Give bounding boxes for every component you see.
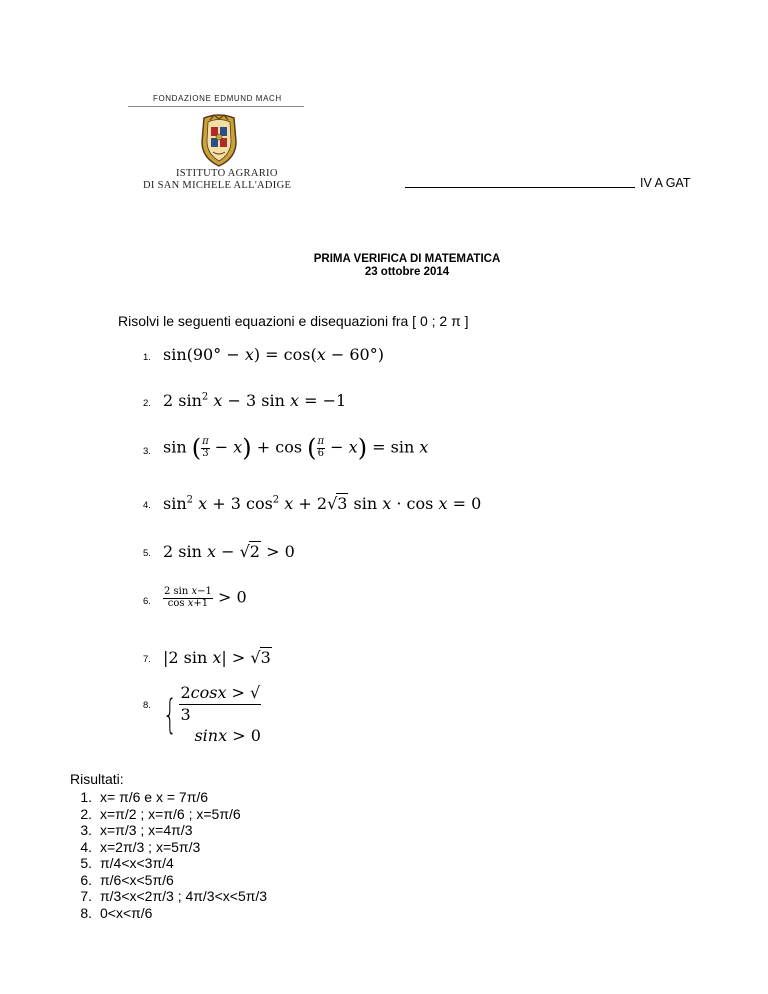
result-text: π/3<x<2π/3 ; 4π/3<x<5π/3: [100, 888, 268, 904]
exercise-number: 8.: [143, 700, 151, 711]
results-title: Risultati:: [70, 771, 124, 787]
exercise-formula: $\frac{\text{2 sin x−1}}{\text{cos x+1}}$ > 0: [164, 586, 247, 609]
result-text: π/6<x<5π/6: [100, 871, 174, 888]
student-name-line: [405, 187, 635, 188]
exercise-number: 7.: [143, 654, 151, 665]
list-item: 2. x=π/2 ; x=π/6 ; x=5π/6: [80, 805, 241, 822]
list-item: 3. x=π/3 ; x=4π/3: [80, 822, 193, 838]
exercise-number: 3.: [143, 446, 151, 457]
list-item: 7. π/3<x<2π/3 ; 4π/3<x<5π/3: [80, 888, 268, 904]
exercise-formula: sin(90° − x) = cos(x − 60°): [163, 345, 384, 364]
list-item: 5. π/4<x<3π/4: [80, 855, 174, 871]
header-divider: [128, 106, 304, 107]
exercise-formula: $\sin^2 x + 3$ $\cos^2 x + 2√3$ sin x · cos x = 0: [163, 494, 482, 513]
exercise-number: 5.: [143, 548, 151, 559]
result-text: x=π/3 ; x=4π/3: [100, 822, 193, 838]
test-date: 23 ottobre 2014: [364, 266, 450, 278]
exercise-formula: { 2cosx > √ 3 sinx > 0: [163, 683, 261, 745]
exercise-number: 2.: [143, 398, 151, 409]
exercise-formula: 2 $\sin^2 x - 3$ sin x = −1: [163, 391, 347, 410]
foundation-name: FONDAZIONE EDMUND MACH: [153, 94, 282, 103]
exercise-number: 6.: [143, 596, 151, 607]
class-label: IV A GAT: [640, 176, 691, 190]
result-text: 0<x<π/6: [100, 904, 153, 921]
exercise-formula: 2 sin x − √2 > 0: [163, 542, 295, 561]
coat-of-arms-icon: [196, 112, 242, 168]
result-text: x= π/6 e x = 7π/6: [100, 789, 209, 805]
list-item: 4. x=2π/3 ; x=5π/3: [80, 838, 201, 855]
result-text: π/4<x<3π/4: [100, 855, 174, 871]
exercise-number: 1.: [143, 352, 151, 363]
list-item: 6. π/6<x<5π/6: [80, 871, 174, 888]
exercise-formula: sin ( $\frac{\pi}{3}$ − x) + cos ( $\frac{\pi}{6}$ − x) = sin x: [163, 433, 429, 462]
result-text: x=2π/3 ; x=5π/3: [100, 838, 201, 855]
page-title: PRIMA VERIFICA DI MATEMATICA: [313, 253, 501, 265]
exercise-number: 4.: [143, 500, 151, 511]
institute-name: ISTITUTO AGRARIO: [176, 168, 278, 179]
result-text: x=π/2 ; x=π/6 ; x=5π/6: [100, 805, 241, 822]
list-item: 1. x= π/6 e x = 7π/6: [80, 789, 209, 805]
list-item: 8. 0<x<π/6: [80, 904, 153, 921]
institute-location: DI SAN MICHELE ALL'ADIGE: [143, 180, 292, 191]
exercise-formula: |2 sin x| > √3: [163, 648, 271, 667]
instructions: Risolvi le seguenti equazioni e disequazioni fra [ 0 ; 2 π ]: [118, 313, 469, 329]
results-list: [70, 789, 267, 921]
